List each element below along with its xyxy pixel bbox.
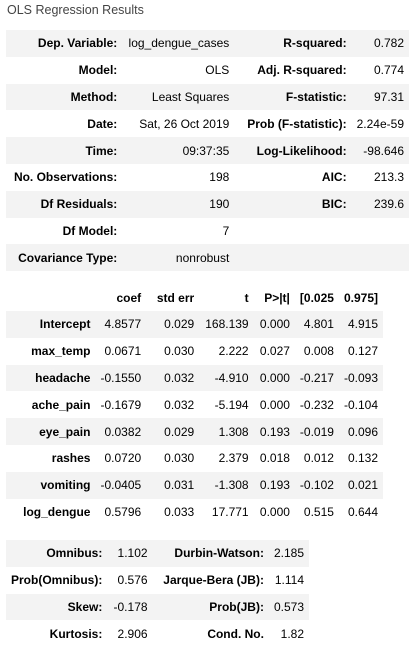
- table-caption: OLS Regression Results: [7, 3, 144, 17]
- summary-value: 0.774: [373, 63, 404, 78]
- summary-value: 198: [209, 170, 230, 185]
- coef-t-value: -1.308: [199, 472, 253, 499]
- diagnostic-row: [6, 567, 309, 594]
- coef-t-value: 2.379: [218, 451, 249, 466]
- summary-value: [352, 218, 409, 245]
- diagnostic-value: 0.573: [269, 594, 309, 621]
- coef-lo-value: 0.008: [303, 344, 334, 359]
- summary-value: OLS: [205, 63, 230, 78]
- coef-t-value: -5.194: [214, 397, 249, 412]
- diagnostic-value: 0.576: [117, 573, 148, 588]
- diagnostic-label: Cond. No.: [207, 626, 264, 641]
- summary-label: Covariance Type:: [6, 244, 122, 271]
- coefficients-table: [6, 285, 383, 525]
- summary-label: Model:: [78, 63, 118, 78]
- coef-hi-value: 4.915: [339, 311, 383, 338]
- column-header: t: [244, 291, 249, 305]
- summary-label: Log-Likelihood:: [234, 137, 351, 164]
- coef-se-value: 0.030: [164, 344, 195, 359]
- summary-label: No. Observations:: [13, 170, 118, 185]
- diagnostic-label: Durbin-Watson:: [153, 540, 269, 567]
- summary-value: Sat, 26 Oct 2019: [139, 116, 230, 131]
- coef-se-value: 0.031: [146, 472, 199, 499]
- variable-name: vomiting: [6, 472, 95, 499]
- column-header: std err: [156, 291, 195, 305]
- coef-se-value: 0.032: [164, 397, 195, 412]
- summary-label: [234, 218, 351, 245]
- summary-value: 97.31: [352, 84, 409, 111]
- coef-coef-value: -0.1679: [100, 397, 142, 412]
- coef-hi-value: 0.096: [339, 418, 383, 445]
- variable-name: rashes: [51, 451, 91, 466]
- coef-p-value: 0.000: [254, 311, 295, 338]
- summary-row: [6, 110, 409, 137]
- summary-value: 239.6: [352, 191, 409, 218]
- diagnostic-value: 1.102: [107, 540, 152, 567]
- summary-label: F-statistic:: [234, 84, 351, 111]
- coef-coef-value: 4.8577: [95, 311, 146, 338]
- summary-row: [6, 244, 409, 271]
- summary-label: Time:: [6, 137, 122, 164]
- summary-label: Df Model:: [62, 223, 118, 238]
- diagnostic-label: Prob(JB):: [153, 594, 269, 621]
- diagnostic-label: Skew:: [6, 594, 107, 621]
- table-row: [6, 391, 383, 418]
- coef-header-row: [6, 285, 383, 311]
- summary-value: 7: [222, 223, 230, 238]
- column-header: 0.975]: [343, 291, 378, 305]
- coef-se-value: 0.032: [146, 365, 199, 392]
- diagnostic-row: [6, 620, 309, 647]
- summary-label: Df Residuals:: [6, 191, 122, 218]
- summary-value: 190: [122, 191, 234, 218]
- summary-value: 213.3: [373, 170, 404, 185]
- diagnostic-value: 2.906: [117, 626, 148, 641]
- summary-row: [6, 137, 409, 164]
- diagnostic-value: 1.82: [280, 626, 304, 641]
- diagnostic-label: Jarque-Bera (JB):: [163, 573, 264, 588]
- diagnostic-label: Prob(Omnibus):: [11, 573, 103, 588]
- summary-row: [6, 191, 409, 218]
- coef-lo-value: 0.515: [303, 504, 334, 519]
- coef-lo-value: -0.102: [295, 472, 339, 499]
- table-row: [6, 445, 383, 472]
- variable-name: log_dengue: [23, 504, 91, 519]
- diagnostics-table: [6, 540, 309, 647]
- summary-label: Adj. R-squared:: [257, 63, 347, 78]
- summary-label: [234, 244, 351, 271]
- coef-p-value: 0.018: [259, 451, 290, 466]
- table-row: [6, 499, 383, 526]
- summary-row: [6, 218, 409, 245]
- coef-p-value: 0.027: [259, 344, 290, 359]
- column-header: [6, 285, 95, 311]
- coef-coef-value: 0.5796: [104, 504, 142, 519]
- summary-label: Date:: [87, 116, 118, 131]
- summary-value: 09:37:35: [122, 137, 234, 164]
- coef-se-value: 0.029: [146, 311, 199, 338]
- variable-name: eye_pain: [6, 418, 95, 445]
- summary-value: nonrobust: [122, 244, 234, 271]
- coef-hi-value: 0.644: [347, 504, 378, 519]
- diagnostic-value: 2.185: [269, 540, 309, 567]
- coef-lo-value: 4.801: [295, 311, 339, 338]
- summary-value: 2.24e-59: [356, 116, 404, 131]
- coef-hi-value: 0.021: [339, 472, 383, 499]
- coef-t-value: 2.222: [218, 344, 249, 359]
- model-summary-table: [6, 30, 409, 271]
- summary-label: BIC:: [234, 191, 351, 218]
- summary-value: -98.646: [352, 137, 409, 164]
- coef-se-value: 0.030: [164, 451, 195, 466]
- coef-t-value: -4.910: [199, 365, 253, 392]
- coef-hi-value: -0.093: [339, 365, 383, 392]
- coef-coef-value: 0.0720: [104, 451, 142, 466]
- diagnostic-label: Omnibus:: [6, 540, 107, 567]
- summary-label: Method:: [6, 84, 122, 111]
- coef-coef-value: -0.1550: [95, 365, 146, 392]
- coef-p-value: 0.193: [254, 418, 295, 445]
- summary-row: [6, 57, 409, 84]
- coef-se-value: 0.033: [164, 504, 195, 519]
- coef-lo-value: -0.217: [295, 365, 339, 392]
- summary-row: [6, 30, 409, 57]
- table-row: [6, 311, 383, 338]
- summary-value: [352, 244, 409, 271]
- coef-se-value: 0.029: [146, 418, 199, 445]
- coef-p-value: 0.000: [259, 504, 290, 519]
- column-header: coef: [116, 291, 142, 305]
- diagnostic-row: [6, 594, 309, 621]
- summary-label: AIC:: [321, 170, 347, 185]
- column-header: P>|t|: [264, 291, 290, 305]
- summary-value: Least Squares: [122, 84, 234, 111]
- coef-hi-value: -0.104: [343, 397, 378, 412]
- summary-label: Prob (F-statistic):: [247, 116, 347, 131]
- table-row: [6, 365, 383, 392]
- summary-value: 0.782: [352, 30, 409, 57]
- summary-label: R-squared:: [234, 30, 351, 57]
- variable-name: Intercept: [6, 311, 95, 338]
- table-row: [6, 338, 383, 365]
- coef-coef-value: -0.0405: [95, 472, 146, 499]
- coef-hi-value: 0.132: [347, 451, 378, 466]
- coef-p-value: 0.000: [254, 365, 295, 392]
- coef-lo-value: 0.012: [303, 451, 334, 466]
- summary-row: [6, 84, 409, 111]
- coef-t-value: 17.771: [211, 504, 249, 519]
- summary-value: log_dengue_cases: [122, 30, 234, 57]
- diagnostic-value: 1.114: [274, 573, 304, 588]
- table-row: [6, 418, 383, 445]
- variable-name: ache_pain: [31, 397, 91, 412]
- coef-p-value: 0.193: [254, 472, 295, 499]
- diagnostic-label: Kurtosis:: [49, 626, 103, 641]
- coef-coef-value: 0.0671: [104, 344, 142, 359]
- coef-lo-value: -0.019: [295, 418, 339, 445]
- coef-t-value: 168.139: [199, 311, 253, 338]
- coef-p-value: 0.000: [259, 397, 290, 412]
- variable-name: max_temp: [31, 344, 91, 359]
- variable-name: headache: [6, 365, 95, 392]
- coef-hi-value: 0.127: [347, 344, 378, 359]
- coef-coef-value: 0.0382: [95, 418, 146, 445]
- summary-label: Dep. Variable:: [6, 30, 122, 57]
- table-row: [6, 472, 383, 499]
- column-header: [0.025: [299, 291, 334, 305]
- coef-lo-value: -0.232: [299, 397, 334, 412]
- diagnostic-row: [6, 540, 309, 567]
- summary-row: [6, 164, 409, 191]
- coef-t-value: 1.308: [199, 418, 253, 445]
- diagnostic-value: -0.178: [107, 594, 152, 621]
